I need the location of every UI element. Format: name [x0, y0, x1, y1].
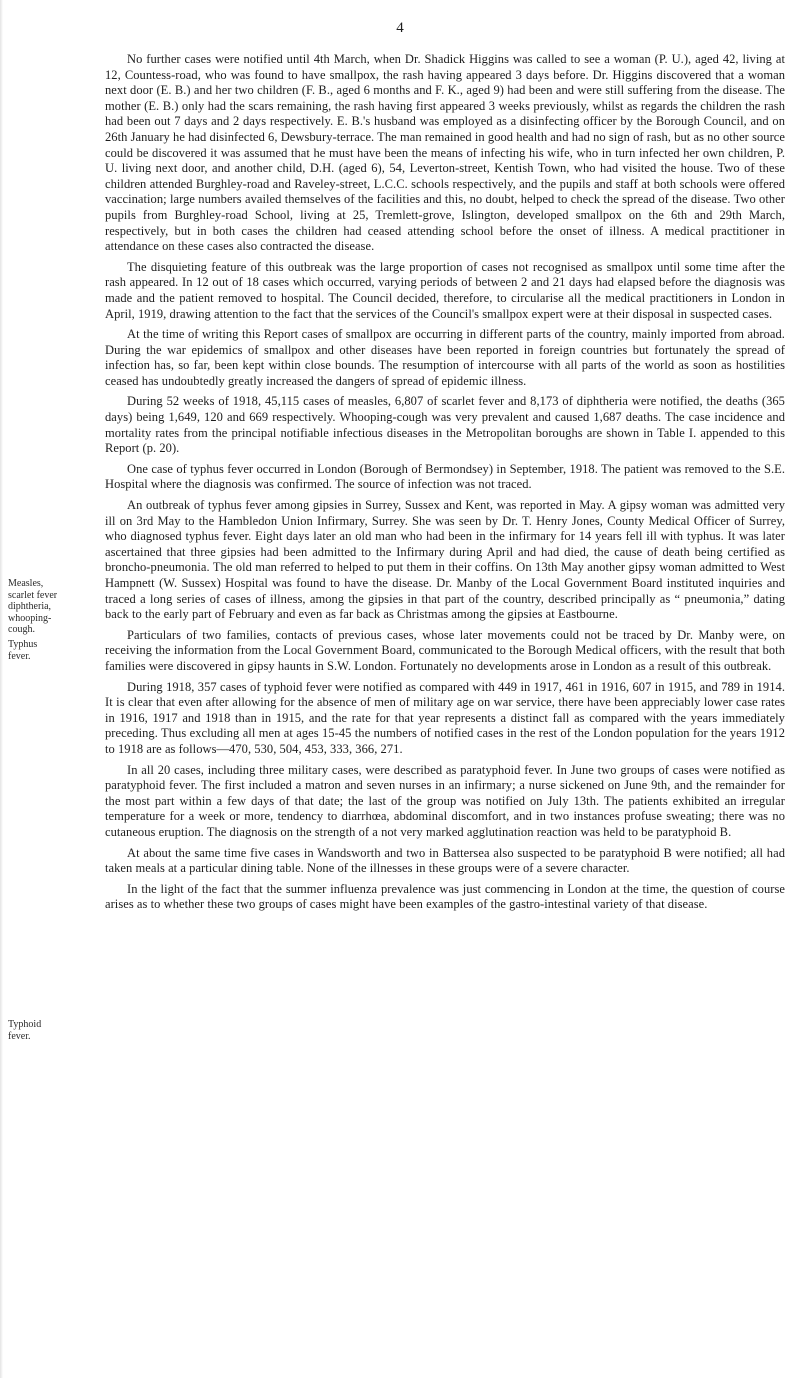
margin-note-line: Measles,: [8, 578, 44, 589]
paragraph-smallpox-current: At the time of writing this Report cases of smallpox are occurring in different parts of the country, mainly imported from abroad. During the war epidemics of smallpox and other diseases have been reported in foreign countries but fortunately the spread of infection has, so far, been kept within close bounds. The resumption of intercourse with all parts of the world as soon as hostilities ceased has undoubtedly greatly increased the dangers of spread of epidemic illness.: [105, 327, 785, 388]
paragraph-smallpox-diagnosis: The disquieting feature of this outbreak was the large proportion of cases not recognised as smallpox until some time after the rash appeared. In 12 out of 18 cases which occurred, varying periods of between 2 and 21 days had elapsed before the diagnosis was made and the patient removed to hospital. The Council decided, therefore, to circularise all the medical practitioners in London in April, 1919, drawing attention to the fact that the services of the Council's smallpox expert were at their disposal in suspected cases.: [105, 259, 785, 321]
margin-note-line: Typhus: [8, 639, 38, 650]
margin-note-line: cough.: [8, 624, 35, 635]
page-number: 4: [396, 20, 404, 36]
report-body: [105, 52, 785, 918]
paragraph-typhus-london: One case of typhus fever occurred in London (Borough of Bermondsey) in September, 1918. The patient was removed to the S.E. Hospital where the diagnosis was confirmed. The source of infection was not traced.: [105, 461, 785, 492]
paragraph-smallpox-cases: No further cases were notified until 4th March, when Dr. Shadick Higgins was called to see a woman (P. U.), aged 42, living at 12, Countess-road, who was found to have smallpox, the rash having appeared 3 days before. Dr. Higgins discovered that a woman next door (E. B.) and her two children (F. B., aged 6 months and F. K., aged 9) had been and were still suffering from the disease. The mother (E. B.) only had the scars remaining, the rash having first appeared 3 weeks previously, whilst as regards the children the rash had been out 7 days and 2 days respectively. E. B.'s husband was employed as a disinfecting officer by the Borough Council, and on 26th January he had disinfected 6, Dewsbury-terrace. The man remained in good health and had no sign of rash, but as no other source could be discovered it was assumed that he must have been the means of infecting his wife, who in turn infected her own children, P. U. living next door, and another child, D.H. (aged 6), 54, Leverton-street, Kentish Town, who had visited the house. Two of these children attended Burghley-road and Raveley-street, L.C.C. schools respectively, and the pupils and staff at both schools were offered vaccination; large numbers availed themselves of the facilities and this, no doubt, helped to check the spread of the disease. Two other pupils from Burghley-road School, living at 25, Tremlett-grove, Islington, developed smallpox on the 6th and 29th March, respectively, but in both cases the children had ceased attending school before the onset of illness. A medical practitioner in attendance on these cases also contracted the disease.: [105, 52, 785, 254]
paragraph-typhus-gipsies: An outbreak of typhus fever among gipsies in Surrey, Sussex and Kent, was reported in May. A gipsy woman was admitted very ill on 3rd May to the Hambledon Union Infirmary, Surrey. She was seen by Dr. T. Henry Jones, County Medical Officer of Surrey, who diagnosed typhus fever. Eight days later an old man who had been in the infirmary for 14 years fell ill with typhus. It was later ascertained that three gipsies had been admitted to the Infirmary during April and had died, the cause of death being certified as broncho-pneumonia. The old man referred to helped to put them in their coffins. On 13th May another gipsy woman admitted to West Hampnett (W. Sussex) Hospital was found to have the disease. Dr. Manby of the Local Government Board instituted inquiries and traced a long series of cases of illness, among the gipsies in that part of the country, described principally as “ pneumonia,” dating back to the early part of February and even as far back as Christmas among the gipsies at Eastbourne.: [105, 498, 785, 622]
paragraph-paratyphoid-wandsworth: At about the same time five cases in Wandsworth and two in Battersea also suspected to be paratyphoid B were notified; all had taken meals at a particular dining table. None of the illnesses in these groups were of a severe character.: [105, 845, 785, 876]
margin-note-typhoid: [8, 1019, 98, 1042]
margin-note-line: fever.: [8, 1030, 31, 1042]
margin-note-line: fever.: [8, 650, 31, 662]
margin-note-measles: [8, 578, 98, 636]
margin-note-line: scarlet fever: [8, 589, 58, 601]
margin-note-typhus: [8, 639, 98, 662]
paragraph-measles: During 52 weeks of 1918, 45,115 cases of measles, 6,807 of scarlet fever and 8,173 of diphtheria were notified, the deaths (365 days) being 1,649, 120 and 669 respectively. Whooping-cough was very prevalent and caused 1,687 deaths. The case incidence and mortality rates from the principal notifiable infectious diseases in the Metropolitan boroughs are shown in Table I. appended to this Report (p. 20).: [105, 394, 785, 456]
margin-note-line: whooping-: [8, 612, 52, 624]
paragraph-typhus-contacts: Particulars of two families, contacts of previous cases, whose later movements could not be traced by Dr. Manby were, on receiving the information from the Local Government Board, communicated to the Borough Medical officers, with the result that both families were discovered in gipsy haunts in S.W. London. Fortunately no developments arose in London as a result of this outbreak.: [105, 627, 785, 673]
margin-note-line: diphtheria,: [8, 601, 52, 612]
paragraph-influenza: In the light of the fact that the summer influenza prevalence was just commencing in London at the time, the question of course arises as to whether these two groups of cases might have been examples of the gastro-intestinal variety of that disease.: [105, 881, 785, 912]
paragraph-typhoid: During 1918, 357 cases of typhoid fever were notified as compared with 449 in 1917, 461 in 1916, 607 in 1915, and 789 in 1914. It is clear that even after allowing for the absence of men of military age on war service, there have been appreciably lower case rates in 1916, 1917 and 1918 than in 1915, and the rate for that year represents a distinct fall as compared with the years immediately preceding. Thus excluding all men at ages 15-45 the numbers of notified cases in the rest of the London population for the years 1912 to 1918 are as follows—470, 530, 504, 453, 333, 366, 271.: [105, 679, 785, 756]
paragraph-paratyphoid-groups: In all 20 cases, including three military cases, were described as paratyphoid fever. In June two groups of cases were notified as paratyphoid fever. The first included a matron and seven nurses in an infirmary; a nurse sickened on June 9th, and the remainder for the most part within a few days of that date; the last of the group was notified on July 13th. The patients exhibited an irregular temperature for a week or more, tendency to diarrhœa, abdominal discomfort, and in two instances profuse sweating; there was no cutaneous eruption. The diagnosis on the strength of a not very marked agglutination reaction was held to be paratyphoid B.: [105, 762, 785, 839]
scan-edge: [0, 0, 3, 1378]
margin-note-line: Typhoid: [8, 1019, 42, 1030]
